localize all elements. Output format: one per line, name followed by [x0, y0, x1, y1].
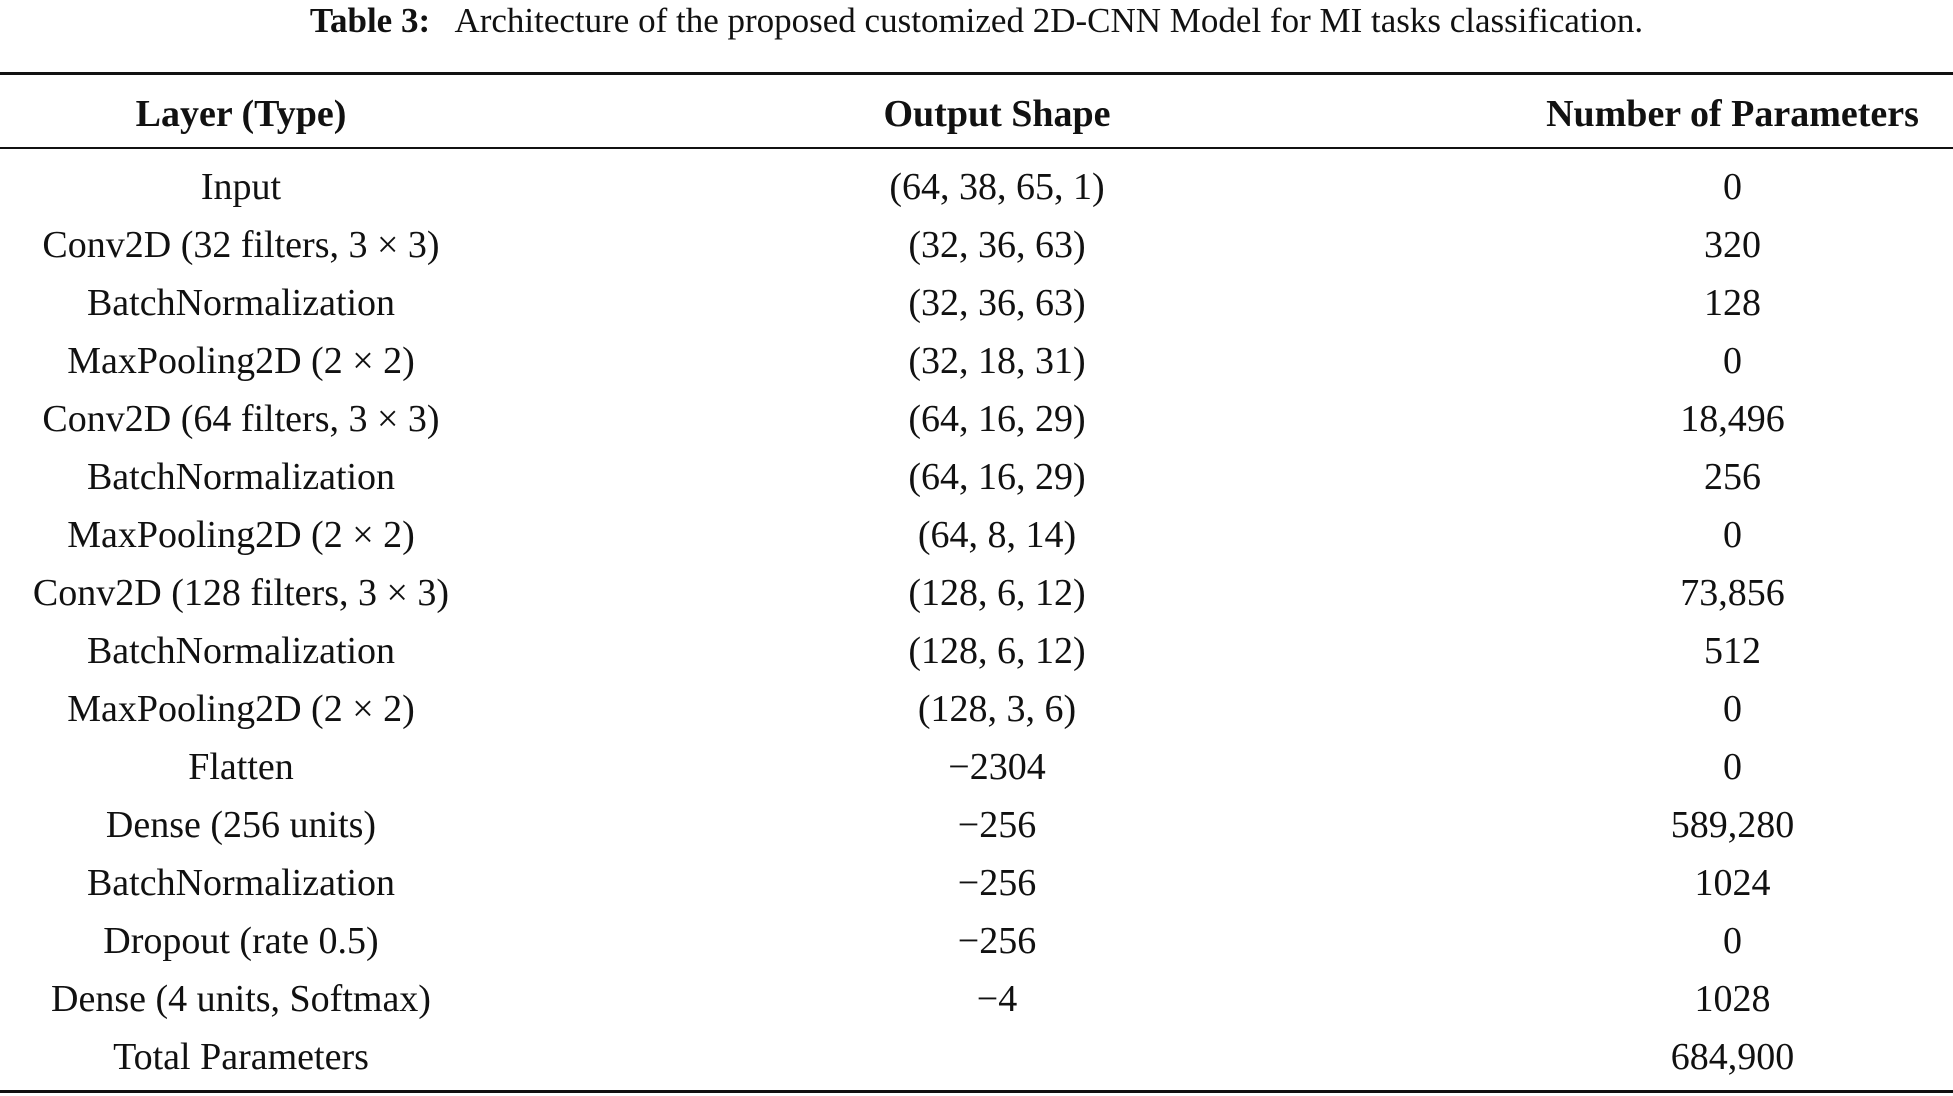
layer-type-cell: BatchNormalization — [86, 282, 396, 324]
column-header-output-shape: Output Shape — [883, 93, 1111, 135]
table-row — [0, 970, 1953, 1028]
caption-text: Architecture of the proposed customized 2D-CNN Model for MI tasks classification. — [454, 1, 1644, 40]
table-row — [0, 506, 1953, 564]
parameters-cell: 73,856 — [1680, 572, 1785, 614]
layer-type-cell: Conv2D (64 filters, 3 × 3) — [42, 398, 440, 440]
parameters-cell: 0 — [1723, 340, 1742, 382]
column-header-layer-type: Layer (Type) — [135, 93, 347, 135]
table-row — [0, 912, 1953, 970]
table-row — [0, 680, 1953, 738]
parameters-cell: 0 — [1723, 166, 1742, 208]
top-rule — [0, 72, 1953, 75]
parameters-cell: 512 — [1704, 630, 1761, 672]
output-shape-cell: −256 — [957, 920, 1037, 962]
output-shape-cell: −256 — [957, 804, 1037, 846]
table-row — [0, 854, 1953, 912]
output-shape-cell: (64, 16, 29) — [908, 456, 1086, 498]
parameters-cell: 0 — [1723, 920, 1742, 962]
output-shape-cell: (32, 36, 63) — [908, 282, 1086, 324]
table-row — [0, 274, 1953, 332]
output-shape-cell: −4 — [976, 978, 1018, 1020]
bottom-rule — [0, 1090, 1953, 1093]
table-row — [0, 796, 1953, 854]
parameters-cell: 684,900 — [1670, 1036, 1795, 1078]
layer-type-cell: Flatten — [188, 746, 294, 788]
table-row — [0, 564, 1953, 622]
layer-type-cell: Conv2D (128 filters, 3 × 3) — [32, 572, 450, 614]
table-row — [0, 216, 1953, 274]
parameters-cell: 0 — [1723, 746, 1742, 788]
output-shape-cell: (128, 6, 12) — [908, 630, 1086, 672]
layer-type-cell: Dense (4 units, Softmax) — [51, 978, 431, 1020]
output-shape-cell: (128, 3, 6) — [917, 688, 1077, 730]
output-shape-cell: (64, 8, 14) — [917, 514, 1077, 556]
output-shape-cell: (64, 16, 29) — [908, 398, 1086, 440]
output-shape-cell: (128, 6, 12) — [908, 572, 1086, 614]
layer-type-cell: Total Parameters — [113, 1036, 369, 1078]
parameters-cell: 0 — [1723, 514, 1742, 556]
output-shape-cell: (32, 18, 31) — [908, 340, 1086, 382]
output-shape-cell: (32, 36, 63) — [908, 224, 1086, 266]
caption-label: Table 3: — [309, 1, 431, 40]
layer-type-cell: Dropout (rate 0.5) — [103, 920, 379, 962]
table-caption — [0, 0, 1953, 46]
parameters-cell: 1028 — [1694, 978, 1771, 1020]
parameters-cell: 589,280 — [1670, 804, 1795, 846]
parameters-cell: 128 — [1704, 282, 1761, 324]
parameters-cell: 320 — [1704, 224, 1761, 266]
table-row — [0, 738, 1953, 796]
layer-type-cell: BatchNormalization — [86, 862, 396, 904]
parameters-cell: 1024 — [1694, 862, 1771, 904]
layer-type-cell: Conv2D (32 filters, 3 × 3) — [42, 224, 440, 266]
output-shape-cell — [482, 1028, 1512, 1086]
table-row — [0, 448, 1953, 506]
total-row — [0, 1028, 1953, 1086]
table-body — [0, 150, 1953, 1086]
table-row — [0, 158, 1953, 216]
layer-type-cell: Input — [200, 166, 282, 208]
table-row — [0, 622, 1953, 680]
layer-type-cell: MaxPooling2D (2 × 2) — [67, 688, 415, 730]
layer-type-cell: BatchNormalization — [86, 456, 396, 498]
layer-type-cell: BatchNormalization — [86, 630, 396, 672]
layer-type-cell: MaxPooling2D (2 × 2) — [67, 514, 415, 556]
output-shape-cell: −2304 — [948, 746, 1046, 788]
layer-type-cell: Dense (256 units) — [105, 804, 377, 846]
parameters-cell: 256 — [1704, 456, 1761, 498]
architecture-table — [0, 78, 1953, 1086]
output-shape-cell: −256 — [957, 862, 1037, 904]
header-row — [0, 78, 1953, 150]
table-row — [0, 390, 1953, 448]
parameters-cell: 18,496 — [1680, 398, 1785, 440]
parameters-cell: 0 — [1723, 688, 1742, 730]
column-header-number-of-parameters: Number of Parameters — [1546, 93, 1919, 135]
layer-type-cell: MaxPooling2D (2 × 2) — [67, 340, 415, 382]
table-row — [0, 332, 1953, 390]
output-shape-cell: (64, 38, 65, 1) — [889, 166, 1105, 208]
